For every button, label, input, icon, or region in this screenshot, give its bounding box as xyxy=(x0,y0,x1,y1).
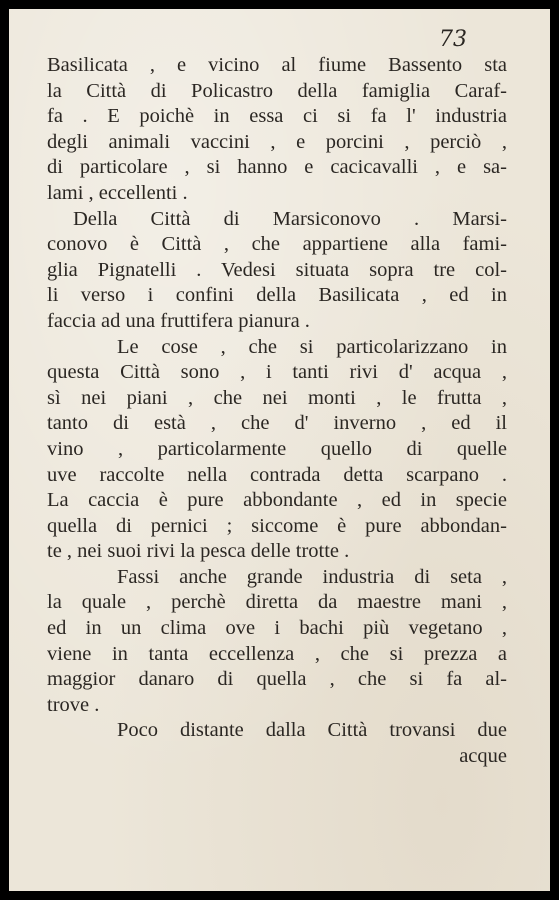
text-line: quella di pernici ; siccome è pure abbondan- xyxy=(47,514,507,537)
text-line: uve raccolte nella contrada detta scarpano . xyxy=(47,463,507,486)
section-heading-line: Della Città di Marsiconovo . Marsi- xyxy=(73,207,507,230)
text-line: maggior danaro di quella , che si fa al- xyxy=(47,668,507,691)
text-line: glia Pignatelli . Vedesi situata sopra tre col- xyxy=(47,258,507,281)
text-line: sì nei piani , che nei monti , le frutta , xyxy=(47,386,507,409)
page-number: 73 xyxy=(439,27,467,52)
text-line: li verso i confini della Basilicata , ed in xyxy=(47,284,507,307)
text-line: vino , particolarmente quello di quelle xyxy=(47,437,507,460)
catchword: acque xyxy=(459,745,507,768)
text-line: Basilicata , e vicino al fiume Bassento sta xyxy=(47,54,507,76)
text-line: conovo è Città , che appartiene alla fami- xyxy=(47,233,507,256)
text-line: ed in un clima ove i bachi più vegetano , xyxy=(47,617,507,640)
text-line: faccia ad una fruttifera pianura . xyxy=(47,309,310,332)
paragraph-start-line: Fassi anche grande industria di seta , xyxy=(117,565,507,588)
text-line: questa Città sono , i tanti rivi d' acqua , xyxy=(47,361,507,384)
paragraph-start-line: Le cose , che si particolarizzano in xyxy=(117,335,507,358)
text-line: La caccia è pure abbondante , ed in specie xyxy=(47,489,507,512)
paragraph-start-line: Poco distante dalla Città trovansi due xyxy=(117,719,507,742)
text-line: viene in tanta eccellenza , che si prezza a xyxy=(47,642,507,665)
book-page xyxy=(9,9,550,891)
text-line: fa . E poichè in essa ci si fa l' industria xyxy=(47,105,507,128)
text-line: la quale , perchè diretta da maestre mani , xyxy=(47,591,507,614)
text-line: te , nei suoi rivi la pesca delle trotte . xyxy=(47,540,350,563)
text-line: degli animali vaccini , e porcini , perciò , xyxy=(47,130,507,153)
text-line: di particolare , si hanno e cacicavalli , e sa- xyxy=(47,156,507,179)
text-line: tanto di està , che d' inverno , ed il xyxy=(47,412,507,435)
text-line: lami , eccellenti . xyxy=(47,181,188,204)
text-line: trove . xyxy=(47,693,100,716)
body-text xyxy=(47,53,507,770)
text-line: la Città di Policastro della famiglia Caraf- xyxy=(47,79,507,102)
